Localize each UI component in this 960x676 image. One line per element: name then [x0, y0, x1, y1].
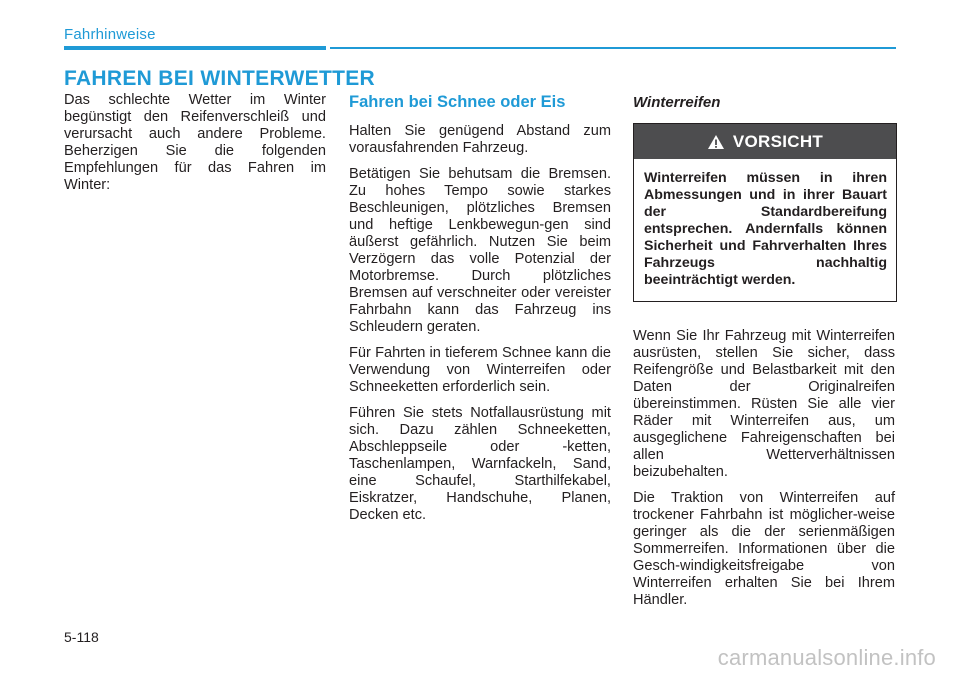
- warning-triangle-icon: [707, 134, 725, 150]
- paragraph: Betätigen Sie behutsam die Bremsen. Zu hohes Tempo sowie starkes Beschleunigen, plötzliches Bremsen und heftige Lenkbewegun-gen sind äußerst gefährlich. Nutzen Sie beim Verzögern das volle Potenzial der Motorbremse. Durch plötzliches Bremsen auf verschneiter oder vereister Fahrbahn kann das Fahrzeug ins Schleudern geraten.: [349, 166, 611, 335]
- paragraph: Führen Sie stets Notfallausrüstung mit sich. Dazu zählen Schneeketten, Abschleppseile oder -ketten, Taschenlampen, Warnfackeln, Sand, eine Schaufel, Starthilfekabel, Eiskratzer, Handschuhe, Planen, Decken etc.: [349, 405, 611, 523]
- watermark: carmanualsonline.info: [717, 645, 936, 670]
- snow-ice-heading: Fahren bei Schnee oder Eis: [349, 93, 566, 111]
- section-label: Fahrhinweise: [64, 26, 156, 43]
- intro-paragraph: Das schlechte Wetter im Winter begünstigt den Reifenverschleiß und verursacht auch andere Probleme. Beherzigen Sie die folgenden Empfehlungen für das Fahren im Winter:: [64, 92, 326, 193]
- caution-header: [634, 124, 896, 159]
- paragraph: Die Traktion von Winterreifen auf trockener Fahrbahn ist möglicher-weise geringer als die der serienmäßigen Sommerreifen. Informationen über die Gesch-windigkeitsfreigabe von Winterreifen erhalten Sie bei Ihrem Händler.: [633, 490, 895, 608]
- page-number: 5-118: [64, 629, 99, 645]
- winter-tires-heading: Winterreifen: [633, 94, 721, 111]
- header-rule-thin: [330, 47, 896, 49]
- paragraph: Wenn Sie Ihr Fahrzeug mit Winterreifen ausrüsten, stellen Sie sicher, dass Reifengröße und Belastbarkeit mit den Daten der Originalreifen übereinstimmen. Rüsten Sie alle vier Räder mit Winterreifen aus, um ausgeglichene Fahreigenschaften bei allen Wetterverhältnissen beizubehalten.: [633, 328, 895, 480]
- column-right: [633, 92, 895, 618]
- paragraph: Halten Sie genügend Abstand zum vorausfahrenden Fahrzeug.: [349, 123, 611, 156]
- header-rule-thick: [64, 46, 326, 50]
- caution-label: VORSICHT: [732, 132, 824, 151]
- page-title: FAHREN BEI WINTERWETTER: [64, 67, 376, 90]
- caution-box: [633, 123, 897, 302]
- paragraph: Für Fahrten in tieferem Schnee kann die Verwendung von Winterreifen oder Schneeketten erforderlich sein.: [349, 345, 611, 395]
- column-middle: [349, 92, 611, 533]
- caution-text: Winterreifen müssen in ihren Abmessungen und in ihrer Bauart der Standardbereifung entsprechen. Andernfalls können Sicherheit und Fahrverhalten Ihres Fahrzeugs nachhaltig beeinträchtigt werden.: [644, 170, 887, 288]
- column-left: [64, 92, 326, 203]
